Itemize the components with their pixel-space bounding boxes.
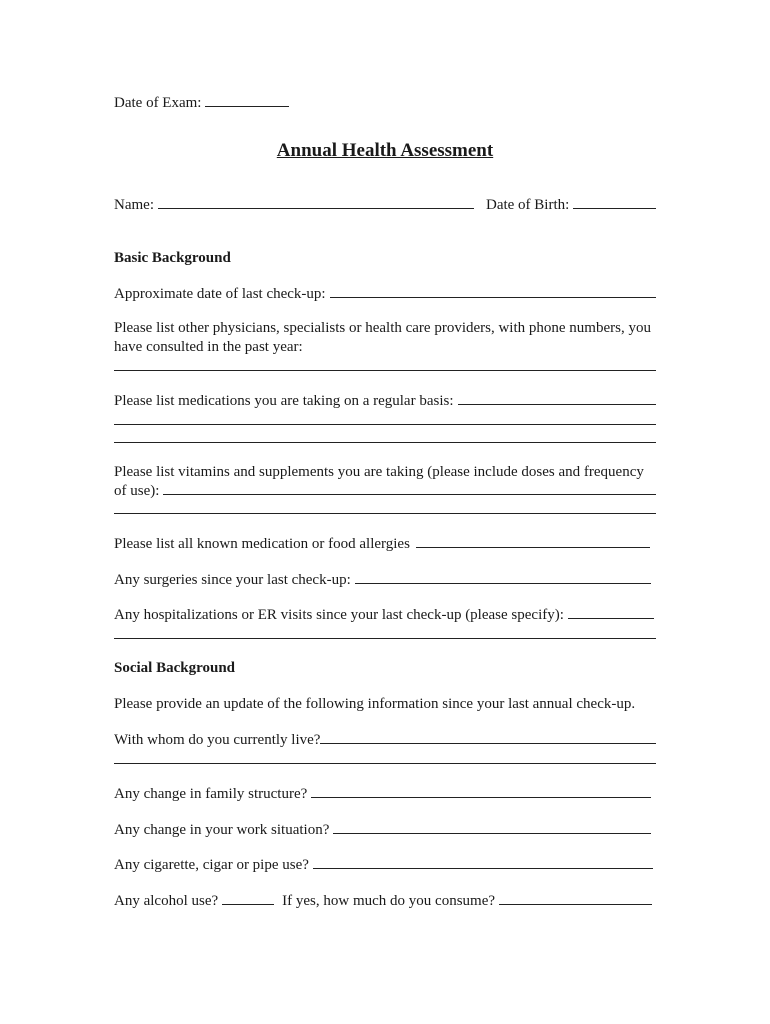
allergies-row <box>114 533 650 553</box>
last-checkup-label: Approximate date of last check-up: <box>114 286 326 302</box>
alcohol-row <box>114 890 652 910</box>
allergies-label: Please list all known medication or food allergies <box>114 536 410 552</box>
medications-field[interactable] <box>458 390 657 405</box>
live-with-field[interactable] <box>320 729 656 744</box>
name-dob-row <box>114 194 656 214</box>
date-of-exam-field[interactable] <box>205 92 289 107</box>
alcohol-label: Any alcohol use? <box>114 893 219 909</box>
hospitalizations-field-line2[interactable] <box>114 638 656 639</box>
vitamins-field-line2[interactable] <box>114 513 656 514</box>
surgeries-label: Any surgeries since your last check-up: <box>114 572 351 588</box>
surgeries-row <box>114 569 651 589</box>
medications-label: Please list medications you are taking on a regular basis: <box>114 393 454 409</box>
alcohol-use-field[interactable] <box>222 890 274 905</box>
last-checkup-row <box>114 283 656 303</box>
name-field[interactable] <box>158 194 474 209</box>
vitamins-label-line2: of use): <box>114 483 160 499</box>
social-intro: Please provide an update of the following information since your last annual check-up. <box>114 696 636 712</box>
family-label: Any change in family structure? <box>114 786 308 802</box>
dob-label: Date of Birth: <box>485 197 570 213</box>
live-with-label: With whom do you currently live? <box>114 732 321 748</box>
name-label: Name: <box>114 197 154 213</box>
basic-background-heading: Basic Background <box>114 250 231 266</box>
allergies-field[interactable] <box>416 533 650 548</box>
physicians-text-line1: Please list other physicians, specialists or health care providers, with phone numbers, you <box>114 320 651 336</box>
form-title: Annual Health Assessment <box>276 140 494 161</box>
live-with-field-line2[interactable] <box>114 763 656 764</box>
family-row <box>114 783 651 803</box>
tobacco-row <box>114 854 653 874</box>
hospitalizations-field[interactable] <box>568 604 654 619</box>
medications-row <box>114 390 656 410</box>
family-field[interactable] <box>311 783 651 798</box>
work-label: Any change in your work situation? <box>114 822 330 838</box>
medications-field-line2[interactable] <box>114 424 656 425</box>
work-field[interactable] <box>333 819 651 834</box>
physicians-text-line2: have consulted in the past year: <box>114 339 303 355</box>
live-with-row <box>114 729 656 749</box>
vitamins-field[interactable] <box>163 480 656 495</box>
date-of-exam-row <box>114 92 656 112</box>
tobacco-field[interactable] <box>313 854 653 869</box>
physicians-field[interactable] <box>114 370 656 371</box>
vitamins-text-line1: Please list vitamins and supplements you are taking (please include doses and frequency <box>114 464 644 480</box>
surgeries-field[interactable] <box>355 569 651 584</box>
alcohol-amount-label: If yes, how much do you consume? <box>282 893 496 909</box>
vitamins-row <box>114 480 656 500</box>
dob-field[interactable] <box>573 194 656 209</box>
tobacco-label: Any cigarette, cigar or pipe use? <box>114 857 309 873</box>
hospitalizations-row <box>114 604 654 624</box>
date-of-exam-label: Date of Exam: <box>114 95 202 111</box>
last-checkup-field[interactable] <box>330 283 656 298</box>
social-background-heading: Social Background <box>114 660 236 676</box>
work-row <box>114 819 651 839</box>
medications-field-line3[interactable] <box>114 442 656 443</box>
hospitalizations-label: Any hospitalizations or ER visits since your last check-up (please specify): <box>114 607 564 623</box>
alcohol-amount-field[interactable] <box>499 890 652 905</box>
